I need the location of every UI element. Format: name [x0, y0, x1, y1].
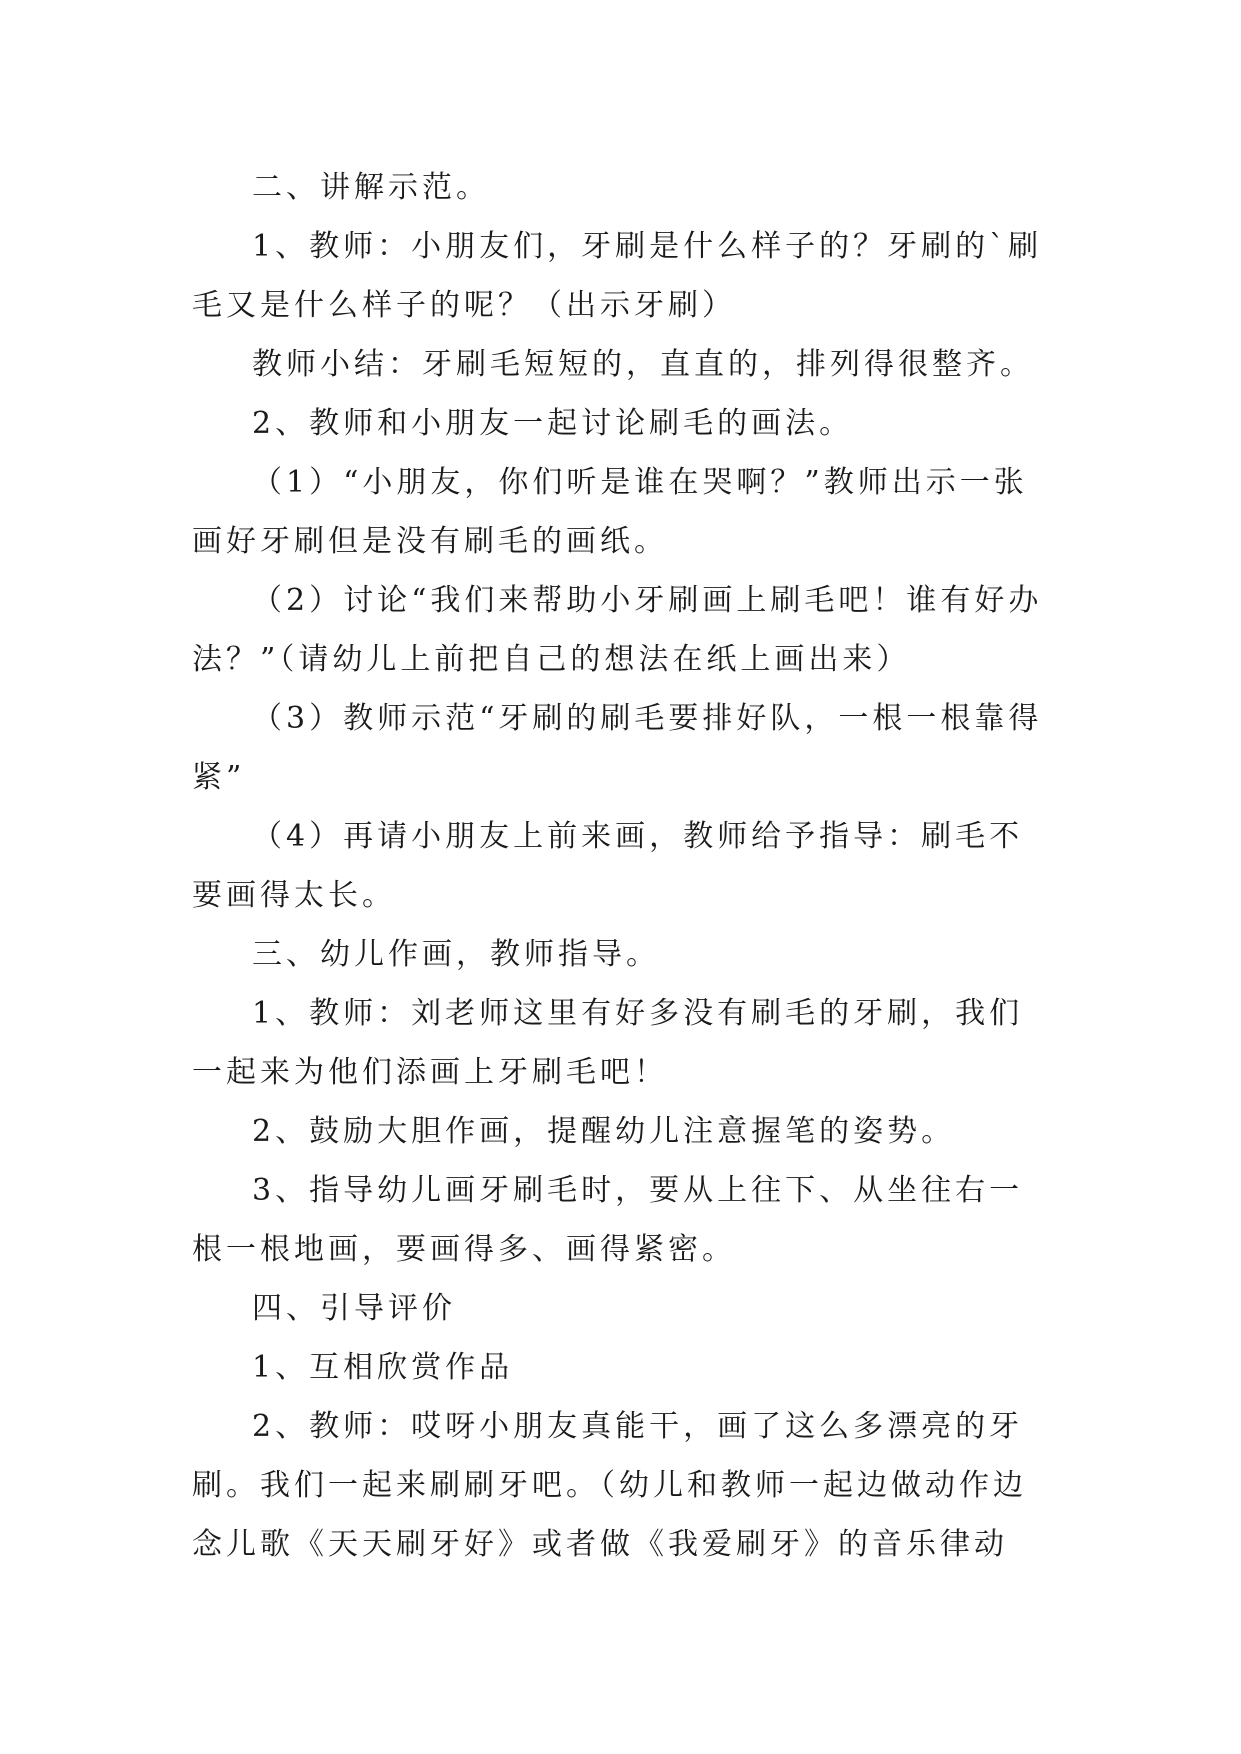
paragraph: （3）教师示范“牙刷的刷毛要排好队，一根一根靠得紧”: [192, 701, 1043, 795]
paragraph: （4）再请小朋友上前来画，教师给予指导：刷毛不要画得太长。: [192, 819, 1024, 913]
paragraph: 2、教师和小朋友一起讨论刷毛的画法。: [252, 406, 854, 441]
section-heading-evaluation: 四、引导评价: [252, 1291, 456, 1326]
paragraph: （2）讨论“我们来帮助小牙刷画上刷毛吧！谁有好办法？”（请幼儿上前把自己的想法在纸上画出来）: [192, 583, 1043, 677]
paragraph: 教师小结：牙刷毛短短的，直直的，排列得很整齐。: [252, 347, 1034, 382]
paragraph: 2、教师：哎呀小朋友真能干，画了这么多漂亮的牙刷。我们一起来刷刷牙吧。（幼儿和教师一起边做动作边念儿歌《天天刷牙好》或者做《我爱刷牙》的音乐律动: [192, 1409, 1027, 1562]
paragraph: 2、鼓励大胆作画，提醒幼儿注意握笔的姿势。: [252, 1114, 956, 1149]
paragraph: （1）“小朋友，你们听是谁在哭啊？”教师出示一张画好牙刷但是没有刷毛的画纸。: [192, 465, 1028, 559]
document-body: [192, 158, 1052, 1574]
section-heading-explain: 二、讲解示范。: [252, 170, 490, 205]
section-heading-drawing: 三、幼儿作画，教师指导。: [252, 937, 660, 972]
paragraph: 1、教师：小朋友们，牙刷是什么样子的？牙刷的`刷毛又是什么样子的呢？（出示牙刷）: [192, 229, 1043, 323]
paragraph: 3、指导幼儿画牙刷毛时，要从上往下、从坐往右一根一根地画，要画得多、画得紧密。: [192, 1173, 1024, 1267]
paragraph: 1、教师：刘老师这里有好多没有刷毛的牙刷，我们一起来为他们添画上牙刷毛吧！: [192, 996, 1024, 1090]
paragraph: 1、互相欣赏作品: [252, 1350, 514, 1385]
